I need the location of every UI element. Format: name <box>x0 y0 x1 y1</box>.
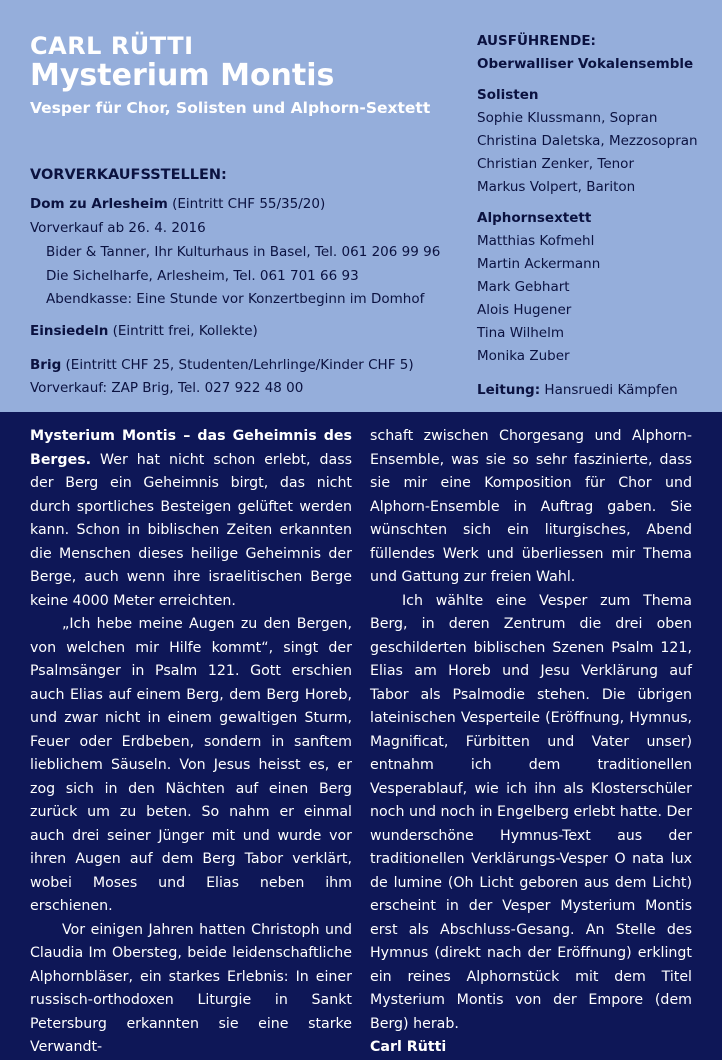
alphorn-player: Matthias Kofmehl <box>477 233 595 249</box>
article-lead: Mysterium Montis – das Geheimnis des Berges. <box>30 428 352 468</box>
alphorn-heading: Alphornsextett <box>477 210 592 226</box>
soloist: Markus Volpert, Bariton <box>477 179 636 195</box>
article-column-right <box>370 425 692 1060</box>
alphorn-player: Alois Hugener <box>477 302 572 318</box>
soloist: Christina Daletska, Mezzosopran <box>477 133 698 149</box>
presale-outlet: Bider & Tanner, Ihr Kulturhaus in Basel, Tel. 061 206 99 96 <box>46 244 441 260</box>
conductor-label: Leitung: <box>477 382 541 398</box>
info-panel <box>0 0 722 412</box>
ensemble-name: Oberwalliser Vokalensemble <box>477 56 694 72</box>
article-paragraph: „Ich hebe meine Augen zu den Bergen, von welchen mir Hilfe kommt“, singt der Psalmsänger in Psalm 121. Gott erschien auch Elias auf einem Berg, dem Berg Horeb, und zwar nicht in einem gewaltigen Sturm, Feuer oder Erdbeben, sondern in sanftem lieblichem Säuseln. Von Jesus heisst es, er zog sich in den Nächten auf einen Berg zurück um zu beten. So nahm er einmal auch drei seiner Jünger mit und wurde vor ihren Augen auf dem Berg Tabor verklärt, wobei Moses und Elias neben ihm erschienen. <box>30 616 352 914</box>
presale-date: Vorverkauf ab 26. 4. 2016 <box>30 220 206 236</box>
composer-name: CARL RÜTTI <box>30 32 194 60</box>
article-paragraph: Mysterium Montis – das Geheimnis des Berges. Wer hat nicht schon erlebt, dass der Berg ein Geheimnis birgt, das nicht durch sportliches Besteigen gelüftet werden kann. Schon in biblischen Zeiten erkannten die Menschen dieses heilige Geheimnis der Berge, auch wenn ihre israelitischen Berge keine 4000 Meter erreichten. <box>30 428 352 609</box>
venue-name: Einsiedeln <box>30 323 109 339</box>
venue-entry: (Eintritt CHF 55/35/20) <box>167 196 326 212</box>
venue-arlesheim <box>30 195 325 213</box>
venue-einsiedeln <box>30 322 258 340</box>
conductor <box>477 381 678 399</box>
article-paragraph: Vor einigen Jahren hatten Christoph und Claudia Im Obersteg, beide leidenschaftliche Alphornbläser, ein starkes Erlebnis: In einer russisch-orthodoxen Liturgie in Sankt Petersburg erkannten sie eine starke Verwandt- <box>30 921 352 1055</box>
work-subtitle: Vesper für Chor, Solisten und Alphorn-Sextett <box>30 99 431 117</box>
alphorn-player: Martin Ackermann <box>477 256 601 272</box>
alphorn-player: Tina Wilhelm <box>477 325 565 341</box>
presale-brig: Vorverkauf: ZAP Brig, Tel. 027 922 48 00 <box>30 380 304 396</box>
venue-name: Dom zu Arlesheim <box>30 196 168 212</box>
conductor-name: Hansruedi Kämpfen <box>540 382 678 398</box>
alphorn-player: Monika Zuber <box>477 348 570 364</box>
soloist: Christian Zenker, Tenor <box>477 156 634 172</box>
article-column-left <box>30 425 352 1060</box>
venue-entry: (Eintritt CHF 25, Studenten/Lehrlinge/Kinder CHF 5) <box>61 357 414 373</box>
presale-outlet: Abendkasse: Eine Stunde vor Konzertbeginn im Domhof <box>46 291 425 307</box>
article-signature: Carl Rütti <box>370 1039 447 1055</box>
article-paragraph: schaft zwischen Chorgesang und Alphorn-Ensemble, was sie so sehr faszinierte, dass sie mir eine Komposition für Chor und Alphorn-Ensemble in Auftrag gaben. Sie wünschten sich ein liturgisches, Abend füllendes Werk und überliessen mir Thema und Gattung zur freien Wahl. <box>370 428 692 585</box>
alphorn-player: Mark Gebhart <box>477 279 570 295</box>
performers-heading: AUSFÜHRENDE: <box>477 33 596 49</box>
article-paragraph: Ich wählte eine Vesper zum Thema Berg, in deren Zentrum die drei oben geschilderten biblischen Szenen Psalm 121, Elias am Horeb und Jesu Verklärung auf Tabor als Psalmodie stehen. Die übrigen lateinischen Vesperteile (Eröffnung, Hymnus, Magnificat, Fürbitten und Vater unser) entnahm ich dem traditionellen Vesperablauf, wie ich ihn als Klosterschüler noch und noch in Engelberg erlebt hatte. Der wunderschöne Hymnus-Text aus der traditionellen Verklärungs-Vesper O nata lux de lumine (Oh Licht geboren aus dem Licht) erscheint in der Vesper Mysterium Montis erst als Abschluss-Gesang. An Stelle des Hymnus (direkt nach der Eröffnung) erklingt ein reines Alphornstück mit dem Titel Mysterium Montis von der Empore (dem Berg) herab. <box>370 592 692 1032</box>
soloists-heading: Solisten <box>477 87 539 103</box>
venue-brig <box>30 356 414 374</box>
presale-heading: VORVERKAUFSSTELLEN: <box>30 167 227 183</box>
work-title: Mysterium Montis <box>30 58 335 93</box>
presale-outlet: Die Sichelharfe, Arlesheim, Tel. 061 701 66 93 <box>46 268 359 284</box>
venue-entry: (Eintritt frei, Kollekte) <box>108 323 258 339</box>
soloist: Sophie Klussmann, Sopran <box>477 110 658 126</box>
venue-name: Brig <box>30 357 62 373</box>
